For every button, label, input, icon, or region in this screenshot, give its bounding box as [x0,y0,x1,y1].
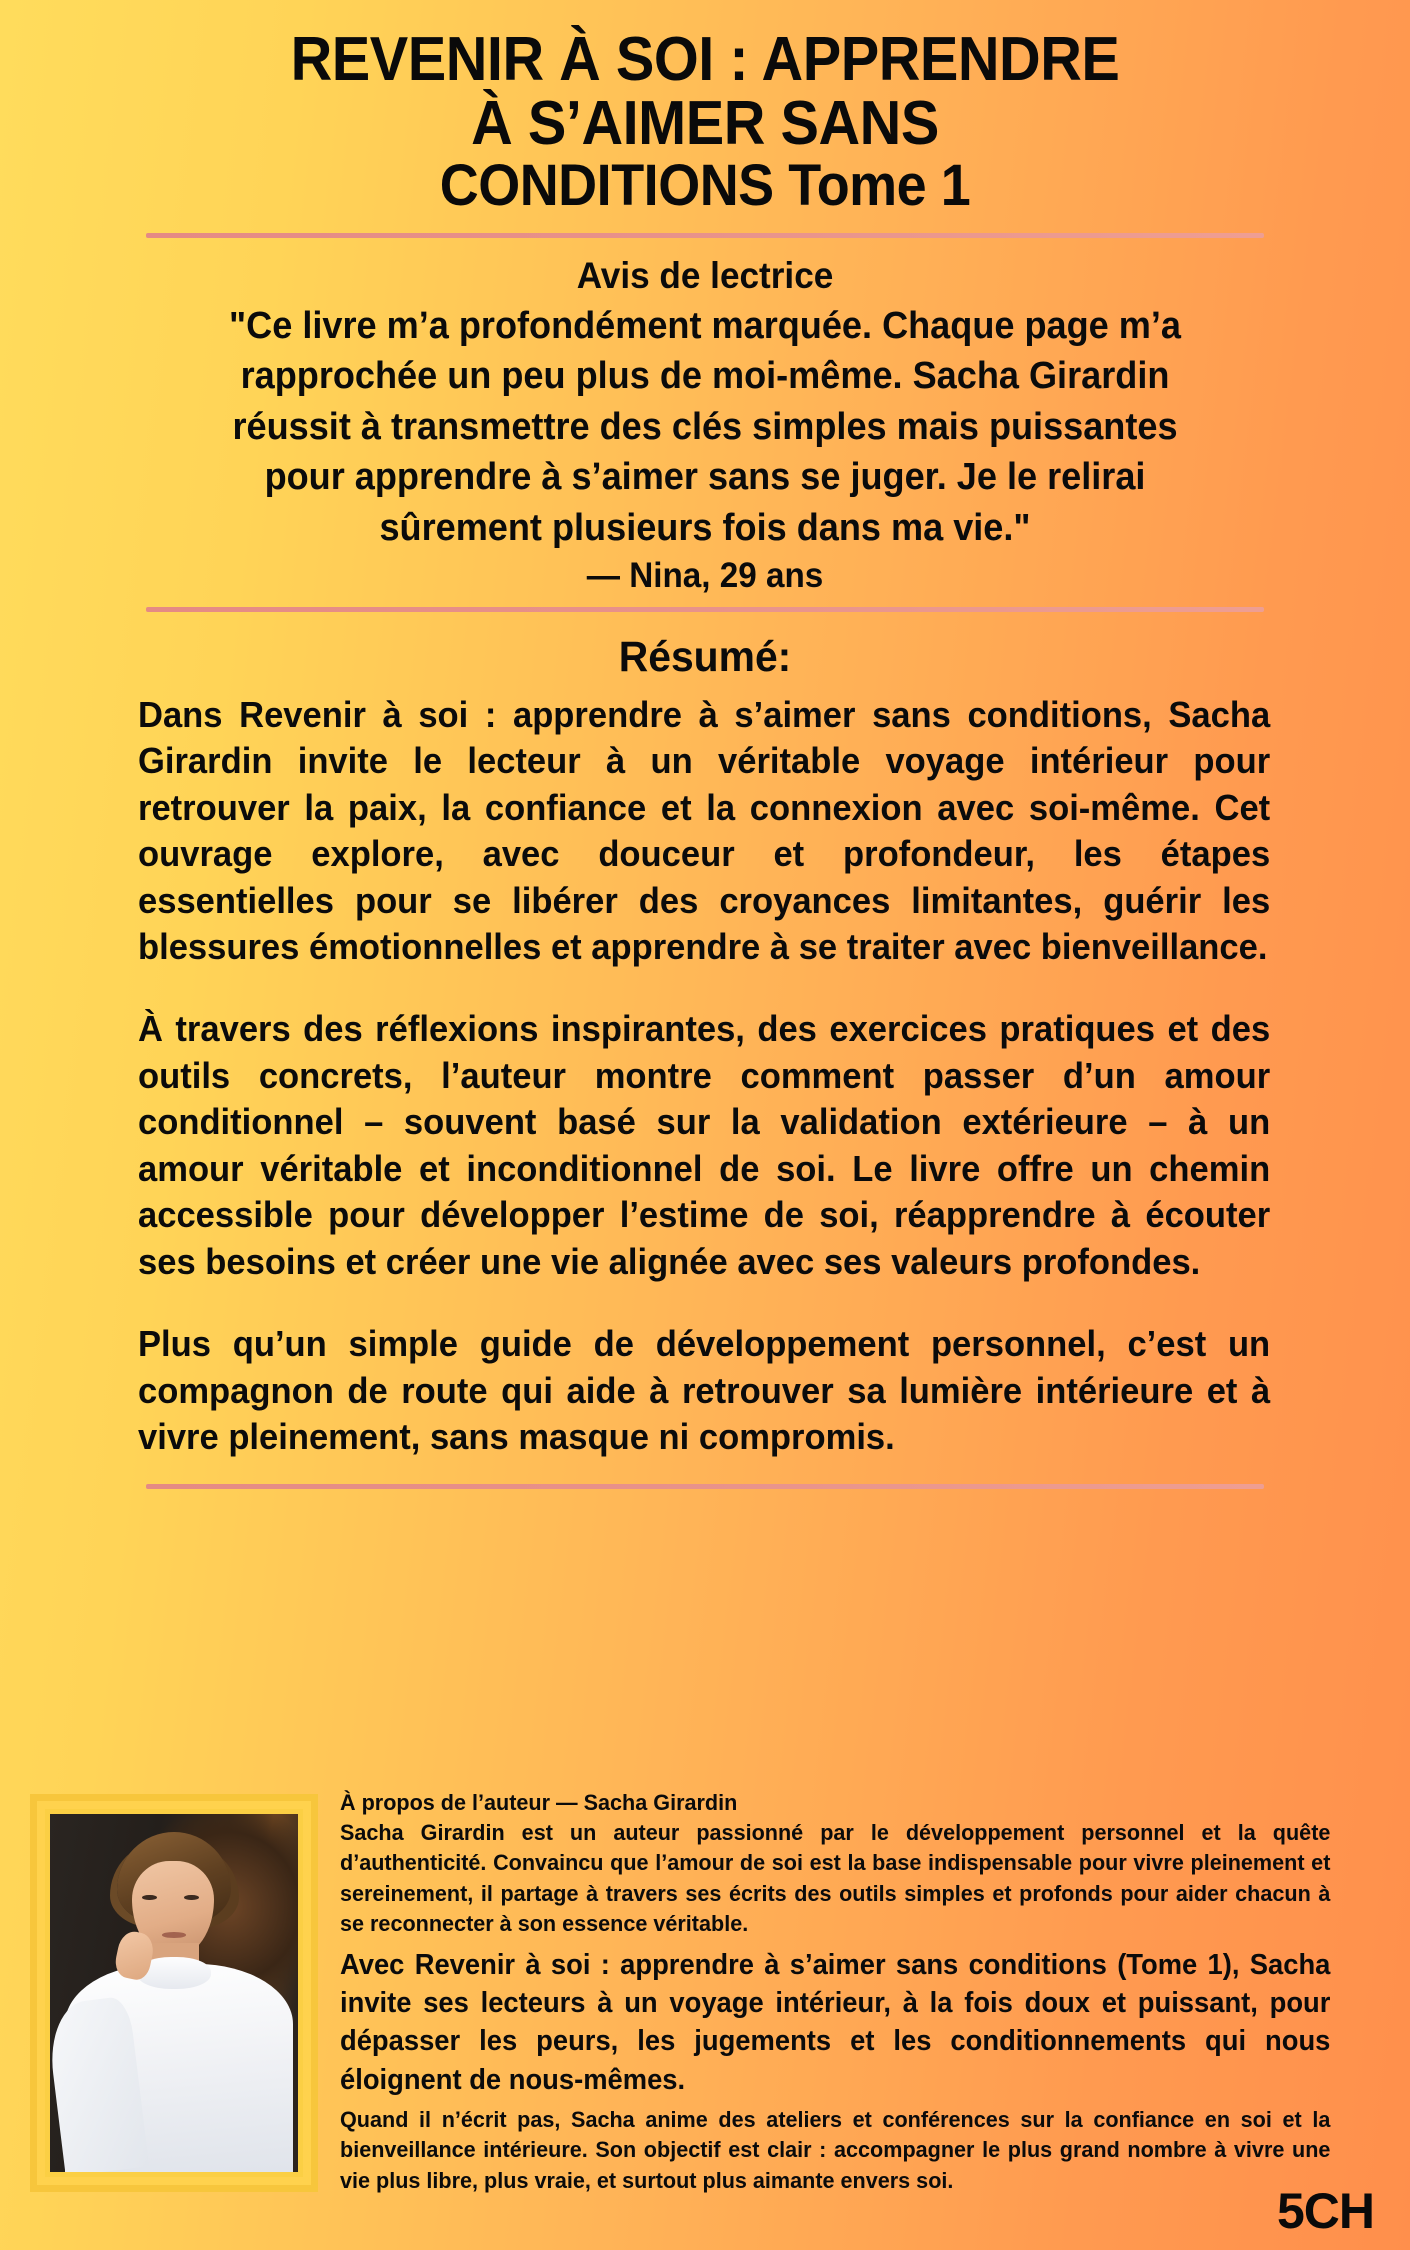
review-quote-line: sûrement plusieurs fois dans ma vie." [379,506,1031,549]
portrait-eye-right [184,1895,199,1900]
review-quote-line: "Ce livre m’a profondément marquée. Chaque page m’a [229,304,1181,347]
author-section [0,1772,1410,2250]
author-bio [318,1772,1410,2197]
resume-paragraph: À travers des réflexions inspirantes, des exercices pratiques et des outils concrets, l’auteur montre comment passer d’un amour conditionnel – souvent basé sur la validation extérieure – à un amour véritable et inconditionnel de soi. Le livre offre un chemin accessible pour développer l’estime de soi, réapprendre à écouter ses besoins et créer une vie alignée avec ses valeurs profondes. [138,1008,1271,1282]
reader-review-section [0,238,1410,597]
author-bio-outro: Quand il n’écrit pas, Sacha anime des ateliers et conférences sur la confiance en soi et la bienveillance intérieure. Son objectif est clair : accompagner le plus grand nombre à vivre une vie plus libre, plus vraie, et surtout plus aimante envers soi. [340,2106,1331,2193]
portrait-eye-left [142,1895,157,1900]
portrait-image [50,1814,298,2172]
portrait-mouth [162,1932,187,1938]
author-photo [45,1809,303,2177]
title-line-3: CONDITIONS Tome 1 [439,152,971,218]
review-signature: — Nina, 29 ans [586,555,824,595]
review-quote-line: réussit à transmettre des clés simples mais puissantes [232,405,1178,448]
brand-logo: 5CH [1276,2183,1374,2239]
page-title [0,0,1410,218]
review-quote-line: pour apprendre à s’aimer sans se juger. Je le relirai [264,456,1146,499]
resume-section [0,612,1410,1460]
resume-paragraph: Dans Revenir à soi : apprendre à s’aimer sans conditions, Sacha Girardin invite le lecteur à un véritable voyage intérieur pour retrouver la paix, la confiance et la connexion avec soi-même. Cet ouvrage explore, avec douceur et profondeur, les étapes essentielles pour se libérer des croyances limitantes, guérir les blessures émotionnelles et apprendre à se traiter avec bienveillance. [138,693,1271,968]
review-quote [140,301,1271,554]
divider-bottom [146,1484,1264,1489]
author-photo-frame [30,1794,318,2192]
resume-heading: Résumé: [618,633,792,682]
author-bio-heading: À propos de l’auteur — Sacha Girardin [340,1790,738,1815]
review-heading: Avis de lectrice [576,255,834,297]
review-quote-line: rapprochée un peu plus de moi-même. Sacha Girardin [240,355,1170,398]
author-bio-intro: Sacha Girardin est un auteur passionné par le développement personnel et la quête d’authenticité. Convaincu que l’amour de soi est la base indispensable pour vivre pleinement et sereinement, il partage à travers ses écrits des outils simples et profonds pour aider chacun à se reconnecter à son essence véritable. [340,1819,1331,1937]
title-line-1: REVENIR À SOI : APPRENDRE [290,25,1120,94]
title-line-2: À S’AIMER SANS [471,88,939,158]
resume-paragraph: Plus qu’un simple guide de développement personnel, c’est un compagnon de route qui aide à retrouver sa lumière intérieure et à vivre pleinement, sans masque ni compromis. [138,1323,1271,1457]
author-bio-highlight: Avec Revenir à soi : apprendre à s’aimer sans conditions (Tome 1), Sacha invite ses lecteurs à un voyage intérieur, à la fois doux et puissant, pour dépasser les peurs, les jugements et les conditionnements qui nous éloignent de nous-mêmes. [340,1949,1331,2096]
